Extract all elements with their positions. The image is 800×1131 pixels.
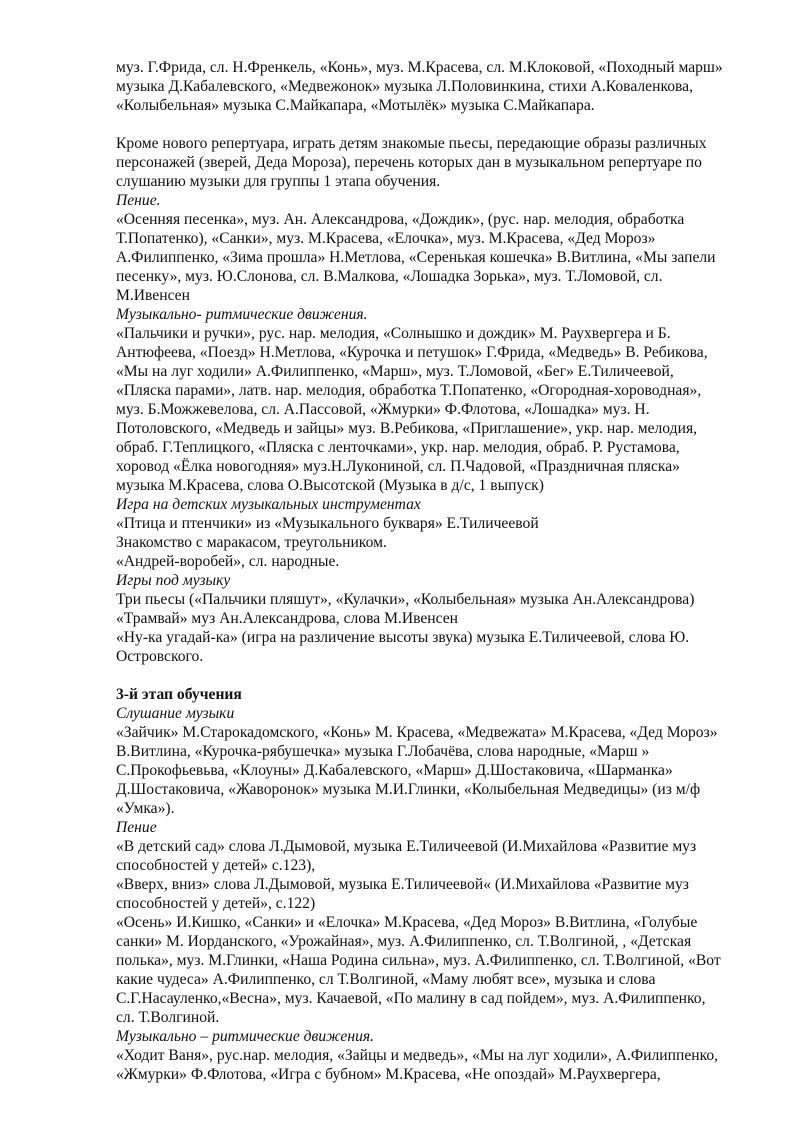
text-line: музыка М.Красева, слова О.Высотской (Музыка в д/с, 1 выпуск): [116, 477, 544, 494]
document-page: [116, 58, 756, 1084]
subsection-heading: Игры под музыку: [116, 572, 231, 589]
subsection-heading: Музыкально- ритмические движения.: [116, 306, 368, 323]
text-line: Т.Попатенко), «Санки», муз. М.Красева, «Елочка», муз. М.Красева, «Дед Мороз»: [116, 230, 656, 247]
text-line: Островского.: [116, 648, 204, 665]
text-line: С.Г.Насауленко,«Весна», муз. Качаевой, «По малину в сад пойдем», муз. А.Филиппенко,: [116, 990, 706, 1007]
text-line: Антюфеева, «Поезд» Н.Метлова, «Курочка и петушок» Г.Фрида, «Медведь» В. Ребикова,: [116, 344, 708, 361]
text-line: хоровод «Ёлка новогодняя» муз.Н.Лукониной, сл. П.Чадовой, «Праздничная пляска»: [116, 458, 680, 475]
text-line: «Умка»).: [116, 800, 175, 817]
subsection-heading: Слушание музыки: [116, 705, 235, 722]
text-line: персонажей (зверей, Деда Мороза), перечень которых дан в музыкальном репертуаре по: [116, 154, 702, 171]
text-line: «Трамвай» муз Ан.Александрова, слова М.Ивенсен: [116, 610, 459, 627]
text-line: санки» М. Иорданского, «Урожайная», муз. А.Филиппенко, сл. Т.Волгиной, , «Детская: [116, 933, 692, 950]
text-line: «В детский сад» слова Л.Дымовой, музыка Е.Тиличеевой (И.Михайлова «Развитие муз: [116, 838, 697, 855]
subsection-heading: Пение.: [116, 192, 161, 209]
text-line: слушанию музыки для группы 1 этапа обучения.: [116, 173, 441, 190]
text-line: обраб. Г.Теплицкого, «Пляска с ленточками», укр. нар. мелодия, обраб. Р. Рустамова,: [116, 439, 680, 456]
text-line: А.Филиппенко, «Зима прошла» Н.Метлова, «Серенькая кошечка» В.Витлина, «Мы запели: [116, 249, 716, 266]
text-line: Д.Шостаковича, «Жаворонок» музыка М.И.Глинки, «Колыбельная Медведицы» (из м/ф: [116, 781, 701, 798]
subsection-heading: Пение: [116, 819, 157, 836]
text-line: Потоловского, «Медведь и зайцы» муз. В.Ребикова, «Приглашение», укр. нар. мелодия,: [116, 420, 698, 437]
text-line: муз. Г.Фрида, сл. Н.Френкель, «Конь», муз. М.Красева, сл. М.Клоковой, «Походный марш»: [116, 59, 723, 76]
text-line: «Птица и птенчики» из «Музыкального букваря» Е.Тиличеевой: [116, 515, 539, 532]
text-line: способностей у детей», с.122): [116, 895, 316, 912]
text-line: «Мы на луг ходили» А.Филиппенко, «Марш», муз. Т.Ломовой, «Бег» Е.Тиличеевой,: [116, 363, 674, 380]
paragraph-gap: [116, 666, 756, 685]
text-line: «Вверх, вниз» слова Л.Дымовой, музыка Е.Тиличеевой« (И.Михайлова «Развитие муз: [116, 876, 689, 893]
text-line: способностей у детей» с.123),: [116, 857, 316, 874]
text-line: полька», муз. М.Глинки, «Наша Родина сильна», муз. А.Филиппенко, сл. Т.Волгиной, «Вот: [116, 952, 721, 969]
text-line: музыка Д.Кабалевского, «Медвежонок» музыка Л.Половинкина, стихи А.Коваленкова,: [116, 78, 694, 95]
text-line: В.Витлина, «Курочка-рябушечка» музыка Г.Лобачёва, слова народные, «Марш »: [116, 743, 650, 760]
text-line: «Ходит Ваня», рус.нар. мелодия, «Зайцы и медведь», «Мы на луг ходили», А.Филиппенко,: [116, 1047, 719, 1064]
text-line: песенку», муз. Ю.Слонова, сл. В.Малкова, «Лошадка Зорька», муз. Т.Ломовой, сл.: [116, 268, 663, 285]
text-line: «Пляска парами», латв. нар. мелодия, обработка Т.Попатенко, «Огородная-хороводная»,: [116, 382, 702, 399]
text-line: Знакомство с маракасом, треугольником.: [116, 534, 387, 551]
subsection-heading: Музыкально – ритмические движения.: [116, 1028, 375, 1045]
text-line: муз. Б.Можжевелова, сл. А.Пассовой, «Жмурки» Ф.Флотова, «Лошадка» муз. Н.: [116, 401, 650, 418]
text-line: «Зайчик» М.Старокадомского, «Конь» М. Красева, «Медвежата» М.Красева, «Дед Мороз»: [116, 724, 718, 741]
text-line: «Осень» И.Кишко, «Санки» и «Елочка» М.Красева, «Дед Мороз» В.Витлина, «Голубые: [116, 914, 698, 931]
section-heading: 3-й этап обучения: [116, 686, 242, 703]
text-line: «Пальчики и ручки», рус. нар. мелодия, «Солнышко и дождик» М. Раухвергера и Б.: [116, 325, 671, 342]
subsection-heading: Игра на детских музыкальных инструментах: [116, 496, 421, 513]
text-line: М.Ивенсен: [116, 287, 190, 304]
text-line: «Андрей-воробей», сл. народные.: [116, 553, 340, 570]
text-line: «Ну-ка угадай-ка» (игра на различение высоты звука) музыка Е.Тиличеевой, слова Ю.: [116, 629, 690, 646]
paragraph-gap: [116, 115, 756, 134]
text-line: «Колыбельная» музыка С.Майкапара, «Мотылёк» музыка С.Майкапара.: [116, 97, 595, 114]
text-line: Три пьесы («Пальчики пляшут», «Кулачки», «Колыбельная» музыка Ан.Александрова): [116, 591, 695, 608]
text-line: «Жмурки» Ф.Флотова, «Игра с бубном» М.Красева, «Не опоздай» М.Раухвергера,: [116, 1066, 661, 1083]
text-line: сл. Т.Волгиной.: [116, 1009, 220, 1026]
text-line: Кроме нового репертуара, играть детям знакомые пьесы, передающие образы различных: [116, 135, 707, 152]
text-line: какие чудеса» А.Филиппенко, сл Т.Волгиной, «Маму любят все», музыка и слова: [116, 971, 656, 988]
text-line: «Осенняя песенка», муз. Ан. Александрова, «Дождик», (рус. нар. мелодия, обработка: [116, 211, 685, 228]
text-line: С.Прокофьевьва, «Клоуны» Д.Кабалевского, «Марш» Д.Шостаковича, «Шарманка»: [116, 762, 673, 779]
